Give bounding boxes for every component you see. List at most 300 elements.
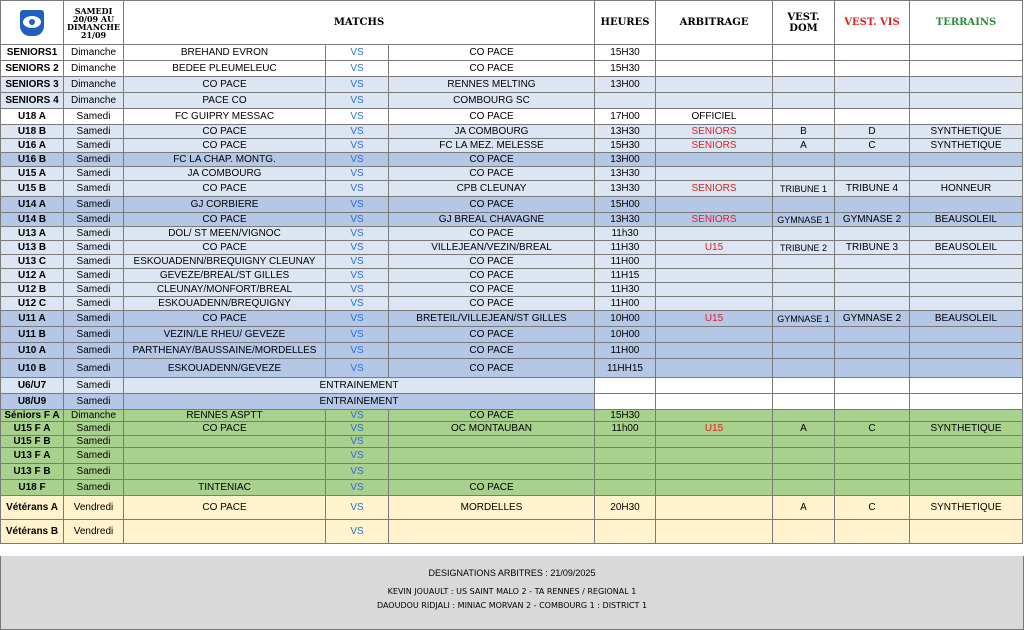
vest-dom-cell xyxy=(773,77,835,93)
day-cell: Vendredi xyxy=(64,496,124,520)
table-row xyxy=(1,255,1023,269)
empty-cell xyxy=(595,394,656,410)
arbitrage-cell: U15 xyxy=(656,241,773,255)
vest-vis-cell xyxy=(835,227,910,241)
vest-vis-cell xyxy=(835,109,910,125)
vest-dom-cell xyxy=(773,227,835,241)
vest-dom-header: VEST. DOM xyxy=(773,1,835,45)
away-team-cell: CO PACE xyxy=(389,153,595,167)
home-team-cell: VEZIN/LE RHEU/ GEVEZE xyxy=(124,327,326,343)
home-team-cell: CO PACE xyxy=(124,422,326,436)
vs-cell: VS xyxy=(326,327,389,343)
team-cell: U13 A xyxy=(1,227,64,241)
time-cell: 13H00 xyxy=(595,77,656,93)
vest-vis-cell xyxy=(835,410,910,422)
terrain-cell xyxy=(910,283,1023,297)
time-cell: 11h00 xyxy=(595,422,656,436)
terrain-cell xyxy=(910,45,1023,61)
away-team-cell: BRETEIL/VILLEJEAN/ST GILLES xyxy=(389,311,595,327)
arbitrage-cell xyxy=(656,93,773,109)
terrain-cell: SYNTHETIQUE xyxy=(910,139,1023,153)
terrain-cell xyxy=(910,436,1023,448)
home-team-cell: CO PACE xyxy=(124,213,326,227)
vs-cell: VS xyxy=(326,241,389,255)
away-team-cell: CO PACE xyxy=(389,297,595,311)
vs-cell: VS xyxy=(326,520,389,544)
vest-vis-cell xyxy=(835,327,910,343)
home-team-cell: CO PACE xyxy=(124,496,326,520)
time-cell: 11HH15 xyxy=(595,359,656,378)
vs-cell: VS xyxy=(326,181,389,197)
team-cell: U12 B xyxy=(1,283,64,297)
table-row xyxy=(1,496,1023,520)
team-cell: SENIORS 4 xyxy=(1,93,64,109)
table-row xyxy=(1,343,1023,359)
vest-dom-cell: GYMNASE 1 xyxy=(773,213,835,227)
vest-dom-cell: A xyxy=(773,422,835,436)
day-cell: Samedi xyxy=(64,422,124,436)
vs-cell: VS xyxy=(326,255,389,269)
day-cell: Samedi xyxy=(64,227,124,241)
logo-cell xyxy=(1,1,64,45)
time-cell: 11H00 xyxy=(595,255,656,269)
vest-dom-cell: A xyxy=(773,496,835,520)
terrain-cell: SYNTHETIQUE xyxy=(910,422,1023,436)
arbitrage-cell xyxy=(656,283,773,297)
table-row xyxy=(1,125,1023,139)
arbitrage-cell xyxy=(656,359,773,378)
team-cell: U18 B xyxy=(1,125,64,139)
vest-dom-cell xyxy=(773,480,835,496)
vest-vis-cell: C xyxy=(835,496,910,520)
empty-cell xyxy=(910,378,1023,394)
team-cell: U16 B xyxy=(1,153,64,167)
day-cell: Samedi xyxy=(64,109,124,125)
schedule-body xyxy=(1,45,1023,544)
time-cell xyxy=(595,436,656,448)
team-cell: U18 F xyxy=(1,480,64,496)
time-cell: 20H30 xyxy=(595,496,656,520)
vest-vis-cell xyxy=(835,297,910,311)
vs-cell: VS xyxy=(326,109,389,125)
terrains-header: TERRAINS xyxy=(910,1,1023,45)
vest-vis-cell xyxy=(835,77,910,93)
arbitrage-cell xyxy=(656,153,773,167)
vest-dom-cell: GYMNASE 1 xyxy=(773,311,835,327)
day-cell: Samedi xyxy=(64,283,124,297)
arbitrage-cell xyxy=(656,197,773,213)
team-cell: U11 A xyxy=(1,311,64,327)
home-team-cell: RENNES ASPTT xyxy=(124,410,326,422)
team-cell: U15 F A xyxy=(1,422,64,436)
home-team-cell: BREHAND EVRON xyxy=(124,45,326,61)
vest-vis-cell xyxy=(835,167,910,181)
terrain-cell: HONNEUR xyxy=(910,181,1023,197)
vs-cell: VS xyxy=(326,436,389,448)
arbitrage-cell xyxy=(656,436,773,448)
arbitrage-cell xyxy=(656,269,773,283)
table-row xyxy=(1,227,1023,241)
table-row xyxy=(1,139,1023,153)
day-cell: Samedi xyxy=(64,359,124,378)
team-cell: U13 B xyxy=(1,241,64,255)
vest-vis-cell xyxy=(835,283,910,297)
arbitrage-cell xyxy=(656,45,773,61)
team-cell: U11 B xyxy=(1,327,64,343)
terrain-cell: BEAUSOLEIL xyxy=(910,311,1023,327)
away-team-cell: OC MONTAUBAN xyxy=(389,422,595,436)
time-cell xyxy=(595,464,656,480)
terrain-cell xyxy=(910,61,1023,77)
table-row xyxy=(1,197,1023,213)
home-team-cell: DOL/ ST MEEN/VIGNOC xyxy=(124,227,326,241)
away-team-cell: CO PACE xyxy=(389,343,595,359)
terrain-cell: BEAUSOLEIL xyxy=(910,213,1023,227)
home-team-cell: CLEUNAY/MONFORT/BREAL xyxy=(124,283,326,297)
vest-dom-cell xyxy=(773,153,835,167)
table-row xyxy=(1,422,1023,436)
terrain-cell xyxy=(910,197,1023,213)
time-cell: 11H30 xyxy=(595,283,656,297)
vs-cell: VS xyxy=(326,283,389,297)
team-cell: SENIORS1 xyxy=(1,45,64,61)
vs-cell: VS xyxy=(326,269,389,283)
away-team-cell xyxy=(389,520,595,544)
designation-line: KEVIN JOUAULT : US SAINT MALO 2 - TA RENNES / REGIONAL 1 xyxy=(387,587,637,596)
vest-vis-cell xyxy=(835,45,910,61)
terrain-cell xyxy=(910,410,1023,422)
vest-dom-cell xyxy=(773,255,835,269)
vs-cell: VS xyxy=(326,45,389,61)
day-cell: Samedi xyxy=(64,378,124,394)
terrain-cell xyxy=(910,109,1023,125)
vest-vis-cell: GYMNASE 2 xyxy=(835,311,910,327)
time-cell: 13H30 xyxy=(595,181,656,197)
vs-cell: VS xyxy=(326,410,389,422)
terrain-cell xyxy=(910,359,1023,378)
home-team-cell: ESKOUADENN/BREQUIGNY xyxy=(124,297,326,311)
table-row xyxy=(1,394,1023,410)
table-row xyxy=(1,269,1023,283)
vest-dom-cell xyxy=(773,343,835,359)
away-team-cell xyxy=(389,464,595,480)
vs-cell: VS xyxy=(326,167,389,181)
home-team-cell: PARTHENAY/BAUSSAINE/MORDELLES xyxy=(124,343,326,359)
away-team-cell: CO PACE xyxy=(389,327,595,343)
vest-dom-cell: TRIBUNE 2 xyxy=(773,241,835,255)
vest-vis-cell: TRIBUNE 4 xyxy=(835,181,910,197)
away-team-cell: CO PACE xyxy=(389,61,595,77)
away-team-cell: GJ BREAL CHAVAGNE xyxy=(389,213,595,227)
time-cell: 15H30 xyxy=(595,61,656,77)
vs-cell: VS xyxy=(326,93,389,109)
home-team-cell xyxy=(124,520,326,544)
vs-cell: VS xyxy=(326,125,389,139)
time-cell: 15H30 xyxy=(595,45,656,61)
day-cell: Samedi xyxy=(64,297,124,311)
home-team-cell: GEVEZE/BREAL/ST GILLES xyxy=(124,269,326,283)
team-cell: U6/U7 xyxy=(1,378,64,394)
vest-vis-cell xyxy=(835,436,910,448)
home-team-cell: CO PACE xyxy=(124,311,326,327)
arbitrage-header: ARBITRAGE xyxy=(656,1,773,45)
time-cell: 15H00 xyxy=(595,197,656,213)
terrain-cell xyxy=(910,77,1023,93)
vest-vis-cell xyxy=(835,255,910,269)
vest-dom-cell xyxy=(773,167,835,181)
time-cell: 13H00 xyxy=(595,153,656,167)
date-range-header: SAMEDI 20/09 AU DIMANCHE 21/09 xyxy=(64,1,124,45)
away-team-cell: CO PACE xyxy=(389,269,595,283)
table-row xyxy=(1,464,1023,480)
day-cell: Dimanche xyxy=(64,410,124,422)
arbitrage-cell xyxy=(656,448,773,464)
vs-cell: VS xyxy=(326,197,389,213)
table-row xyxy=(1,480,1023,496)
vest-dom-cell xyxy=(773,410,835,422)
arbitrage-cell: U15 xyxy=(656,311,773,327)
vest-vis-cell: GYMNASE 2 xyxy=(835,213,910,227)
team-cell: Séniors F A xyxy=(1,410,64,422)
arbitrage-cell: SENIORS xyxy=(656,181,773,197)
team-cell: U13 C xyxy=(1,255,64,269)
vest-dom-cell xyxy=(773,359,835,378)
day-cell: Samedi xyxy=(64,167,124,181)
table-row xyxy=(1,181,1023,197)
matchs-header: MATCHS xyxy=(124,1,595,45)
arbitrage-cell: U15 xyxy=(656,422,773,436)
away-team-cell: CO PACE xyxy=(389,283,595,297)
home-team-cell: JA COMBOURG xyxy=(124,167,326,181)
vest-vis-cell: D xyxy=(835,125,910,139)
team-cell: U14 A xyxy=(1,197,64,213)
arbitrage-cell xyxy=(656,61,773,77)
vest-dom-cell xyxy=(773,45,835,61)
away-team-cell: VILLEJEAN/VEZIN/BREAL xyxy=(389,241,595,255)
table-row xyxy=(1,283,1023,297)
terrain-cell xyxy=(910,480,1023,496)
home-team-cell: CO PACE xyxy=(124,241,326,255)
empty-cell xyxy=(910,394,1023,410)
vs-cell: VS xyxy=(326,139,389,153)
team-cell: SENIORS 2 xyxy=(1,61,64,77)
vest-vis-header: VEST. VIS xyxy=(835,1,910,45)
home-team-cell: CO PACE xyxy=(124,139,326,153)
team-cell: U15 B xyxy=(1,181,64,197)
day-cell: Samedi xyxy=(64,327,124,343)
table-row xyxy=(1,311,1023,327)
home-team-cell: CO PACE xyxy=(124,77,326,93)
vs-cell: VS xyxy=(326,311,389,327)
vest-dom-cell: B xyxy=(773,125,835,139)
time-cell: 11H00 xyxy=(595,343,656,359)
day-cell: Samedi xyxy=(64,125,124,139)
terrain-cell xyxy=(910,269,1023,283)
away-team-cell: CO PACE xyxy=(389,410,595,422)
table-row xyxy=(1,327,1023,343)
home-team-cell: FC GUIPRY MESSAC xyxy=(124,109,326,125)
table-row xyxy=(1,213,1023,227)
day-cell: Samedi xyxy=(64,436,124,448)
home-team-cell xyxy=(124,448,326,464)
arbitrage-cell xyxy=(656,496,773,520)
vest-vis-cell xyxy=(835,93,910,109)
team-cell: U12 C xyxy=(1,297,64,311)
arbitrage-cell xyxy=(656,167,773,181)
team-cell: U13 F A xyxy=(1,448,64,464)
vest-dom-cell: A xyxy=(773,139,835,153)
away-team-cell: CO PACE xyxy=(389,359,595,378)
referee-designations xyxy=(0,556,1024,630)
away-team-cell: JA COMBOURG xyxy=(389,125,595,139)
time-cell: 11H00 xyxy=(595,297,656,311)
vest-dom-cell: TRIBUNE 1 xyxy=(773,181,835,197)
team-cell: SENIORS 3 xyxy=(1,77,64,93)
vest-dom-cell xyxy=(773,464,835,480)
empty-cell xyxy=(595,378,656,394)
terrain-cell xyxy=(910,297,1023,311)
arbitrage-cell xyxy=(656,410,773,422)
time-cell: 10H00 xyxy=(595,311,656,327)
home-team-cell: TINTENIAC xyxy=(124,480,326,496)
time-cell: 10H00 xyxy=(595,327,656,343)
vs-cell: VS xyxy=(326,227,389,241)
home-team-cell xyxy=(124,436,326,448)
arbitrage-cell xyxy=(656,327,773,343)
vest-vis-cell xyxy=(835,343,910,359)
day-cell: Samedi xyxy=(64,197,124,213)
terrain-cell xyxy=(910,167,1023,181)
team-cell: U13 F B xyxy=(1,464,64,480)
table-row xyxy=(1,436,1023,448)
club-shield-icon xyxy=(14,8,50,38)
vs-cell: VS xyxy=(326,297,389,311)
home-team-cell: GJ CORBIERE xyxy=(124,197,326,213)
table-row xyxy=(1,448,1023,464)
vest-vis-cell xyxy=(835,61,910,77)
team-cell: U14 B xyxy=(1,213,64,227)
time-cell: 15H30 xyxy=(595,139,656,153)
day-cell: Samedi xyxy=(64,343,124,359)
away-team-cell: CO PACE xyxy=(389,480,595,496)
away-team-cell: CO PACE xyxy=(389,255,595,269)
vest-dom-cell xyxy=(773,327,835,343)
vest-vis-cell xyxy=(835,153,910,167)
empty-cell xyxy=(773,394,835,410)
empty-cell xyxy=(656,378,773,394)
vs-cell: VS xyxy=(326,496,389,520)
arbitrage-cell xyxy=(656,343,773,359)
away-team-cell: CO PACE xyxy=(389,45,595,61)
team-cell: U16 A xyxy=(1,139,64,153)
table-row xyxy=(1,77,1023,93)
day-cell: Dimanche xyxy=(64,93,124,109)
arbitrage-cell xyxy=(656,77,773,93)
away-team-cell: MORDELLES xyxy=(389,496,595,520)
designation-line: DAOUDOU RIDJALI : MINIAC MORVAN 2 - COMBOURG 1 : DISTRICT 1 xyxy=(376,601,648,610)
table-row xyxy=(1,45,1023,61)
empty-cell xyxy=(835,378,910,394)
arbitrage-cell xyxy=(656,255,773,269)
day-cell: Samedi xyxy=(64,480,124,496)
vest-dom-cell xyxy=(773,109,835,125)
arbitrage-cell xyxy=(656,464,773,480)
day-cell: Dimanche xyxy=(64,61,124,77)
day-cell: Samedi xyxy=(64,448,124,464)
vs-cell: VS xyxy=(326,480,389,496)
vest-dom-cell xyxy=(773,297,835,311)
vs-cell: VS xyxy=(326,61,389,77)
day-cell: Samedi xyxy=(64,213,124,227)
vs-cell: VS xyxy=(326,77,389,93)
table-row xyxy=(1,153,1023,167)
home-team-cell xyxy=(124,464,326,480)
terrain-cell xyxy=(910,153,1023,167)
vs-cell: VS xyxy=(326,213,389,227)
home-team-cell: CO PACE xyxy=(124,125,326,139)
terrain-cell: BEAUSOLEIL xyxy=(910,241,1023,255)
table-row xyxy=(1,297,1023,311)
empty-cell xyxy=(835,394,910,410)
time-cell xyxy=(595,480,656,496)
time-cell: 11H30 xyxy=(595,241,656,255)
terrain-cell: SYNTHETIQUE xyxy=(910,496,1023,520)
vest-vis-cell xyxy=(835,520,910,544)
heures-header: HEURES xyxy=(595,1,656,45)
table-row xyxy=(1,109,1023,125)
home-team-cell: FC LA CHAP. MONTG. xyxy=(124,153,326,167)
terrain-cell xyxy=(910,464,1023,480)
time-cell: 13H30 xyxy=(595,213,656,227)
away-team-cell: CO PACE xyxy=(389,109,595,125)
vest-dom-cell xyxy=(773,269,835,283)
table-row xyxy=(1,61,1023,77)
vest-dom-cell xyxy=(773,520,835,544)
arbitrage-cell: SENIORS xyxy=(656,213,773,227)
vest-vis-cell xyxy=(835,480,910,496)
arbitrage-cell: OFFICIEL xyxy=(656,109,773,125)
arbitrage-cell: SENIORS xyxy=(656,139,773,153)
table-row xyxy=(1,241,1023,255)
vest-vis-cell xyxy=(835,464,910,480)
vest-vis-cell: C xyxy=(835,139,910,153)
vest-dom-cell xyxy=(773,61,835,77)
away-team-cell: RENNES MELTING xyxy=(389,77,595,93)
time-cell: 13H30 xyxy=(595,125,656,139)
time-cell: 11H15 xyxy=(595,269,656,283)
arbitrage-cell xyxy=(656,297,773,311)
vs-cell: VS xyxy=(326,448,389,464)
team-cell: U15 A xyxy=(1,167,64,181)
away-team-cell: CO PACE xyxy=(389,167,595,181)
day-cell: Vendredi xyxy=(64,520,124,544)
team-cell: U15 F B xyxy=(1,436,64,448)
training-cell: ENTRAINEMENT xyxy=(124,378,595,394)
time-cell xyxy=(595,520,656,544)
vest-dom-cell xyxy=(773,197,835,213)
team-cell: U8/U9 xyxy=(1,394,64,410)
home-team-cell: ESKOUADENN/BREQUIGNY CLEUNAY xyxy=(124,255,326,269)
vest-vis-cell xyxy=(835,448,910,464)
vest-vis-cell xyxy=(835,197,910,213)
table-row xyxy=(1,410,1023,422)
day-cell: Dimanche xyxy=(64,77,124,93)
terrain-cell: SYNTHETIQUE xyxy=(910,125,1023,139)
day-cell: Samedi xyxy=(64,181,124,197)
arbitrage-cell xyxy=(656,520,773,544)
team-cell: U18 A xyxy=(1,109,64,125)
header-row xyxy=(1,1,1023,45)
